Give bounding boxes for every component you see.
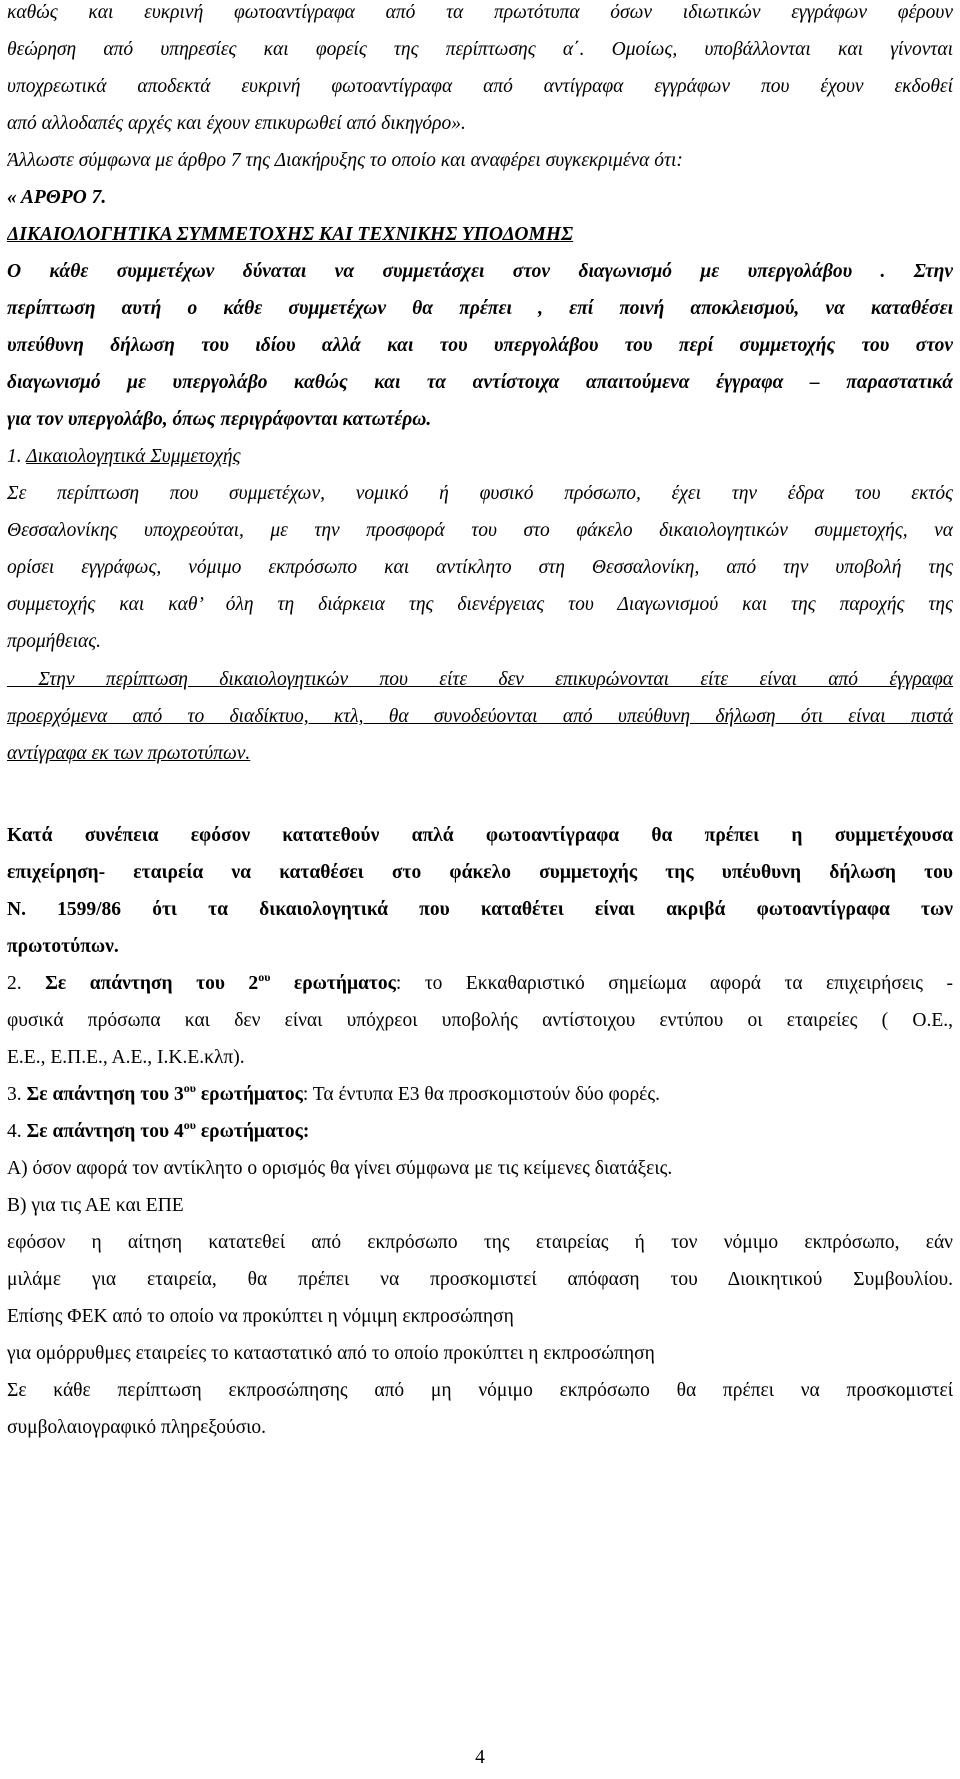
section-title: Δικαιολογητικά Συμμετοχής [26, 446, 241, 467]
answer2-label: Σε απάντηση του $2^{o\upsilon}$ ερωτήματος [45, 971, 396, 994]
section-heading [7, 444, 953, 470]
document-page [7, 0, 953, 1779]
answer4-plain-2: για ομόρρυθμες εταιρείες το καταστατικό από το οποίο προκύπτει η εκπροσώπηση [7, 1343, 655, 1364]
answer3-label: Σε απάντηση του $3^{o\upsilon}$ ερωτήματος [26, 1082, 303, 1105]
answer2-line-1: 2. Σε απάντηση του $2^{o\upsilon}$ ερωτήματος: το Εκκαθαριστικό σημείωμα αφορά τα επιχειρήσεις - [7, 971, 953, 994]
answer3-line: 3. Σε απάντηση του $3^{o\upsilon}$ ερωτήματος: Τα έντυπα Ε3 θα προσκομιστούν δύο φορές. [7, 1082, 660, 1105]
conclusion-line-3: Ν. 1599/86 ότι τα δικαιολογητικά που καταθέτει είναι ακριβά φωτοαντίγραφα των [7, 899, 953, 920]
answer4-justified-1: εφόσον η αίτηση κατατεθεί από εκπρόσωπο της εταιρείας ή τον νόμιμο εκπρόσωπο, εάν [7, 1232, 953, 1253]
answer4-final-line: συμβολαιογραφικό πληρεξούσιο. [7, 1417, 267, 1438]
answer2-line-3: Ε.Ε., Ε.Π.Ε., Α.Ε., Ι.Κ.Ε.κλπ). [7, 1047, 245, 1068]
article-title: ΔΙΚΑΙΟΛΟΓΗΤΙΚΑ ΣΥΜΜΕΤΟΧΗΣ ΚΑΙ ΤΕΧΝΙΚΗΣ ΥΠΟΔΟΜΗΣ [7, 224, 574, 245]
quote-line-4: από αλλοδαπές αρχές και έχουν επικυρωθεί από δικηγόρο». [7, 113, 466, 134]
quote-line-3: υποχρεωτικά αποδεκτά ευκρινή φωτοαντίγραφα από αντίγραφα εγγράφων που έχουν εκδοθεί [7, 76, 953, 97]
underlined-line-2: προερχόμενα από το διαδίκτυο, κτλ, θα συνοδεύονται από υπεύθυνη δήλωση ότι είναι πιστά [7, 706, 953, 727]
section-line-4: συμμετοχής και καθ’ όλη τη διάρκεια της διενέργειας του Διαγωνισμού και της παροχής της [7, 594, 953, 615]
article-line-5: για τον υπεργολάβο, όπως περιγράφονται κατωτέρω. [7, 409, 432, 430]
answer4-line-b: Β) για τις ΑΕ και ΕΠΕ [7, 1195, 184, 1216]
conclusion-line-4: πρωτοτύπων. [7, 936, 119, 957]
section-line-5: προμήθειας. [7, 631, 102, 652]
answer4-line-a: Α) όσον αφορά τον αντίκλητο ο ορισμός θα γίνει σύμφωνα με τις κείμενες διατάξεις. [7, 1158, 673, 1179]
answer3-text: Τα έντυπα Ε3 θα προσκομιστούν δύο φορές. [312, 1084, 660, 1105]
underlined-line-1: Στην περίπτωση δικαιολογητικών που είτε δεν επικυρώνονται είτε είναι από έγγραφα [7, 669, 953, 690]
answer2-text: το Εκκαθαριστικό σημείωμα αφορά τα επιχειρήσεις - [424, 973, 953, 994]
article-line-3: υπεύθυνη δήλωση του ιδίου αλλά και του υπεργολάβου του περί συμμετοχής του στον [7, 335, 953, 356]
answer4-plain-1: Επίσης ΦΕΚ από το οποίο να προκύπτει η νόμιμη εκπροσώπηση [7, 1306, 514, 1327]
article-heading: « ΑΡΘΡΟ 7. [7, 187, 107, 208]
reference-line: Άλλωστε σύμφωνα με άρθρο 7 της Διακήρυξης το οποίο και αναφέρει συγκεκριμένα ότι: [7, 150, 683, 171]
quote-line-2: θεώρηση από υπηρεσίες και φορείς της περίπτωσης α΄. Ομοίως, υποβάλλονται και γίνονται [7, 39, 953, 60]
answer4-label: Σε απάντηση του $4^{o\upsilon}$ ερωτήματος: [26, 1119, 310, 1142]
article-line-2: περίπτωση αυτή ο κάθε συμμετέχων θα πρέπει , επί ποινή αποκλεισμού, να καταθέσει [7, 298, 953, 319]
conclusion-line-1: Κατά συνέπεια εφόσον κατατεθούν απλά φωτοαντίγραφα θα πρέπει η συμμετέχουσα [7, 825, 953, 846]
conclusion-line-2: επιχείρηση- εταιρεία να καταθέσει στο φάκελο συμμετοχής της υπέυθυνη δήλωση του [7, 862, 953, 883]
answer4-heading [7, 1119, 953, 1145]
answer4-number: 4. [7, 1121, 27, 1142]
page-number: 4 [475, 1747, 485, 1768]
answer2-number: 2. [7, 973, 46, 994]
quote-line-1: καθώς και ευκρινή φωτοαντίγραφα από τα πρωτότυπα όσων ιδιωτικών εγγράφων φέρουν [7, 2, 953, 23]
answer4-justified-2: μιλάμε για εταιρεία, θα πρέπει να προσκομιστεί απόφαση του Διοικητικού Συμβουλίου. [7, 1269, 953, 1290]
answer2-line-2: φυσικά πρόσωπα και δεν είναι υπόχρεοι υποβολής αντίστοιχου εντύπου οι εταιρείες ( Ο.Ε., [7, 1010, 953, 1031]
section-line-3: ορίσει εγγράφως, νόμιμο εκπρόσωπο και αντίκλητο στη Θεσσαλονίκη, από την υποβολή της [7, 557, 953, 578]
section-line-2: Θεσσαλονίκης υποχρεούται, με την προσφορά του στο φάκελο δικαιολογητικών συμμετοχής, να [7, 520, 953, 541]
underlined-line-3: αντίγραφα εκ των πρωτοτύπων. [7, 743, 251, 764]
answer4-final-justified: Σε κάθε περίπτωση εκπροσώπησης από μη νόμιμο εκπρόσωπο θα πρέπει να προσκομιστεί [7, 1380, 953, 1401]
section-number: 1. [7, 446, 27, 467]
section-line-1: Σε περίπτωση που συμμετέχων, νομικό ή φυσικό πρόσωπο, έχει την έδρα του εκτός [7, 483, 953, 504]
article-line-1: Ο κάθε συμμετέχων δύναται να συμμετάσχει στον διαγωνισμό με υπεργολάβου . Στην [7, 261, 953, 282]
answer3-number: 3. [7, 1084, 27, 1105]
article-line-4: διαγωνισμό με υπεργολάβο καθώς και τα αντίστοιχα απαιτούμενα έγγραφα – παραστατικά [7, 372, 953, 393]
